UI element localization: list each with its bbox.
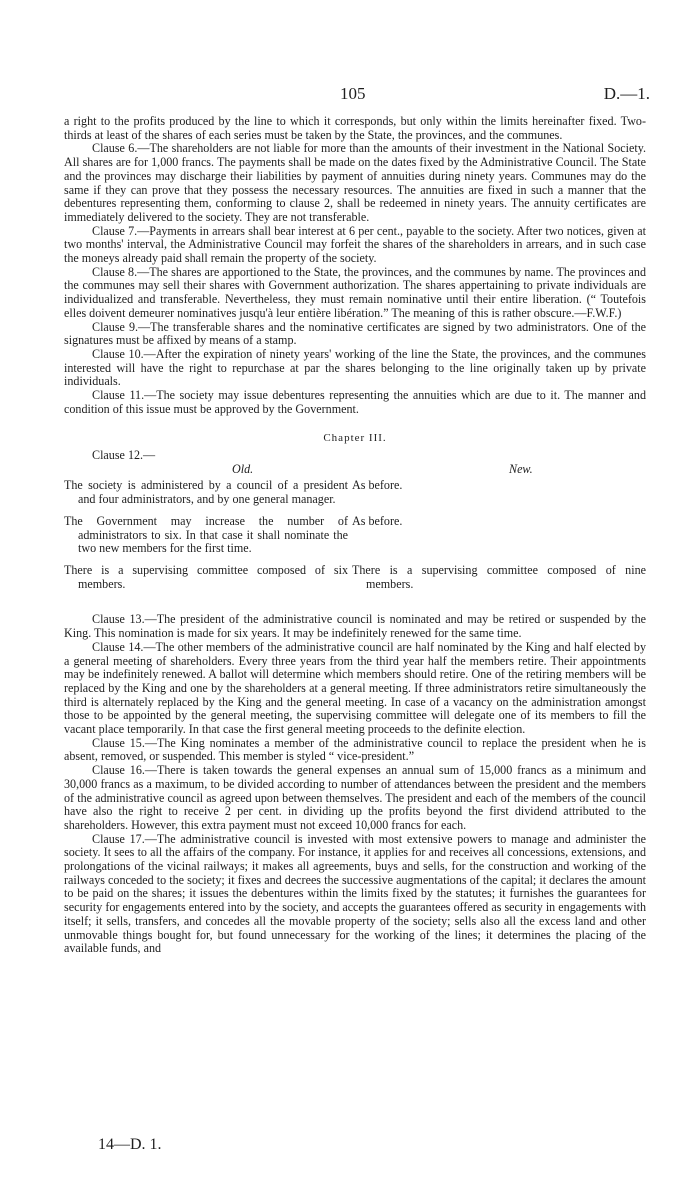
paragraph: a right to the profits produced by the line to which it corresponds, but only within the limits hereinafter fixed. Two-thirds at least of the shares of each series must be taken by the State, the provinces, and the communes.	[64, 114, 646, 142]
comparison-column-heads	[64, 462, 646, 479]
paragraph-clause-10: Clause 10.—After the expiration of ninety years' working of the line the State, the provinces, and the communes interested will have the right to repurchase at par the shares belonging to the line originally taken up by private individuals.	[64, 346, 646, 389]
page-number: 105	[340, 84, 366, 103]
paragraph-clause-11: Clause 11.—The society may issue debentures representing the annuities which are due to it. The manner and condition of this issue must be approved by the Government.	[64, 388, 646, 416]
paragraph-clause-7: Clause 7.—Payments in arrears shall bear interest at 6 per cent., payable to the society. After two notices, given at two months' interval, the Administrative Council may forfeit the shares of the shareholders in arrears, and in such case the moneys already paid shall remain the property of the society.	[64, 223, 646, 266]
new-provision: As before.	[352, 478, 403, 493]
comparison-row	[64, 564, 646, 591]
paragraph-clause-14: Clause 14.—The other members of the administrative council are half nominated by the King and half elected by a general meeting of shareholders. Every three years from the third year half the members retire. Their appointments may be indefinitely renewed. A ballot will determine which members should retire. One of the retiring members will be replaced by the King and one by the shareholders at a general meeting. If three administrators retire simultaneously the third is alternately replaced by the King and the general meeting. In case of a vacancy on the administration amongst those to be appointed by the general meeting, the supervising committee will delegate one of its members to fill the vacant place temporarily. In that case the first general meeting proceeds to the definite election.	[64, 639, 646, 737]
page-header	[0, 84, 700, 106]
column-old-heading: Old.	[232, 462, 254, 477]
comparison-row	[64, 479, 646, 506]
column-new-heading: New.	[509, 462, 533, 477]
paragraph-clause-8: Clause 8.—The shares are apportioned to the State, the provinces, and the communes by name. The provinces and the communes may sell their shares with Government authorization. The shares appertaining to private individuals are individualized and transferable. Nevertheless, they must remain nominative until their entire liberation. (“ Toutefois elles doivent demeurer nominatives jusqu'à leur entière libération.” The meaning of this is rather obscure.—F.W.F.)	[64, 264, 646, 320]
old-provision: There is a supervising committee composed of six members.	[64, 562, 348, 591]
old-provision: The society is administered by a council of a president and four administrators, and by one general manager.	[64, 478, 348, 507]
footer-reference: 14—D. 1.	[98, 1136, 162, 1153]
new-provision: There is a supervising committee composed of nine members.	[352, 562, 646, 591]
paragraph-clause-13: Clause 13.—The president of the administrative council is nominated and may be retired or suspended by the King. This nomination is made for six years. It may be indefinitely renewed for the same time.	[64, 612, 646, 641]
comparison-row	[64, 515, 646, 556]
chapter-heading: Chapter III.	[323, 432, 387, 445]
paragraph-clause-16: Clause 16.—There is taken towards the general expenses an annual sum of 15,000 francs as a minimum and 30,000 francs as a maximum, to be divided according to number of attendances between the president and the members of the administrative council as agreed upon between themselves. The president and each of the members of the council have also the right to receive 2 per cent. in dividing up the profits beyond the first dividend attributed to the shareholders. However, this extra payment must not exceed 10,000 francs for each.	[64, 763, 646, 832]
new-provision: As before.	[352, 513, 403, 528]
clause-12-label: Clause 12.—	[92, 448, 156, 463]
paragraph-clause-9: Clause 9.—The transferable shares and the nominative certificates are signed by two administrators. One of the signatures must be affixed by means of a stamp.	[64, 319, 646, 348]
paragraph-clause-15: Clause 15.—The King nominates a member of the administrative council to replace the president when he is absent, removed, or suspended. This member is styled “ vice-president.”	[64, 735, 646, 764]
old-provision: The Government may increase the number of administrators to six. In that case it shall nominate the two new members for the first time.	[64, 513, 348, 556]
paragraph-clause-6: Clause 6.—The shareholders are not liable for more than the amounts of their investment in the National Society. All shares are for 1,000 francs. The payments shall be made on the dates fixed by the Administrative Council. The State and the provinces may discharge their liabilities by payment of annuities during ninety years. Communes may do the same if they can prove that they possess the necessary resources. The annuities are fixed in such a manner that the debentures representing them, conforming to clause 2, shall be redeemed in ninety years. The annuity certificates are immediately delivered to the society. They are not transferable.	[64, 141, 646, 224]
page-body	[64, 115, 646, 956]
paragraph-clause-17: Clause 17.—The administrative council is invested with most extensive powers to manage and administer the society. It sees to all the affairs of the company. For instance, it applies for and receives all concessions, extensions, and prolongations of the vicinal railways; it makes all agreements, buys and sells, for the construction and working of the railways conceded to the society; it fixes and decrees the successive augmentations of the capital; it declares the amount to be paid on the shares; it issues the debentures within the limits fixed by the statutes; it furnishes the guarantees for security for engagements entered into by the society, and accepts the guarantees offered as security in engagements with itself; it sells, transfers, and concedes all the movable property of the society; sells also all the excess land and other unmovable things bought for, but found unnecessary for the working of the lines; it determines the placing of the available funds, and	[64, 831, 646, 956]
document-reference: D.—1.	[603, 84, 650, 103]
section-spacer	[64, 599, 646, 613]
